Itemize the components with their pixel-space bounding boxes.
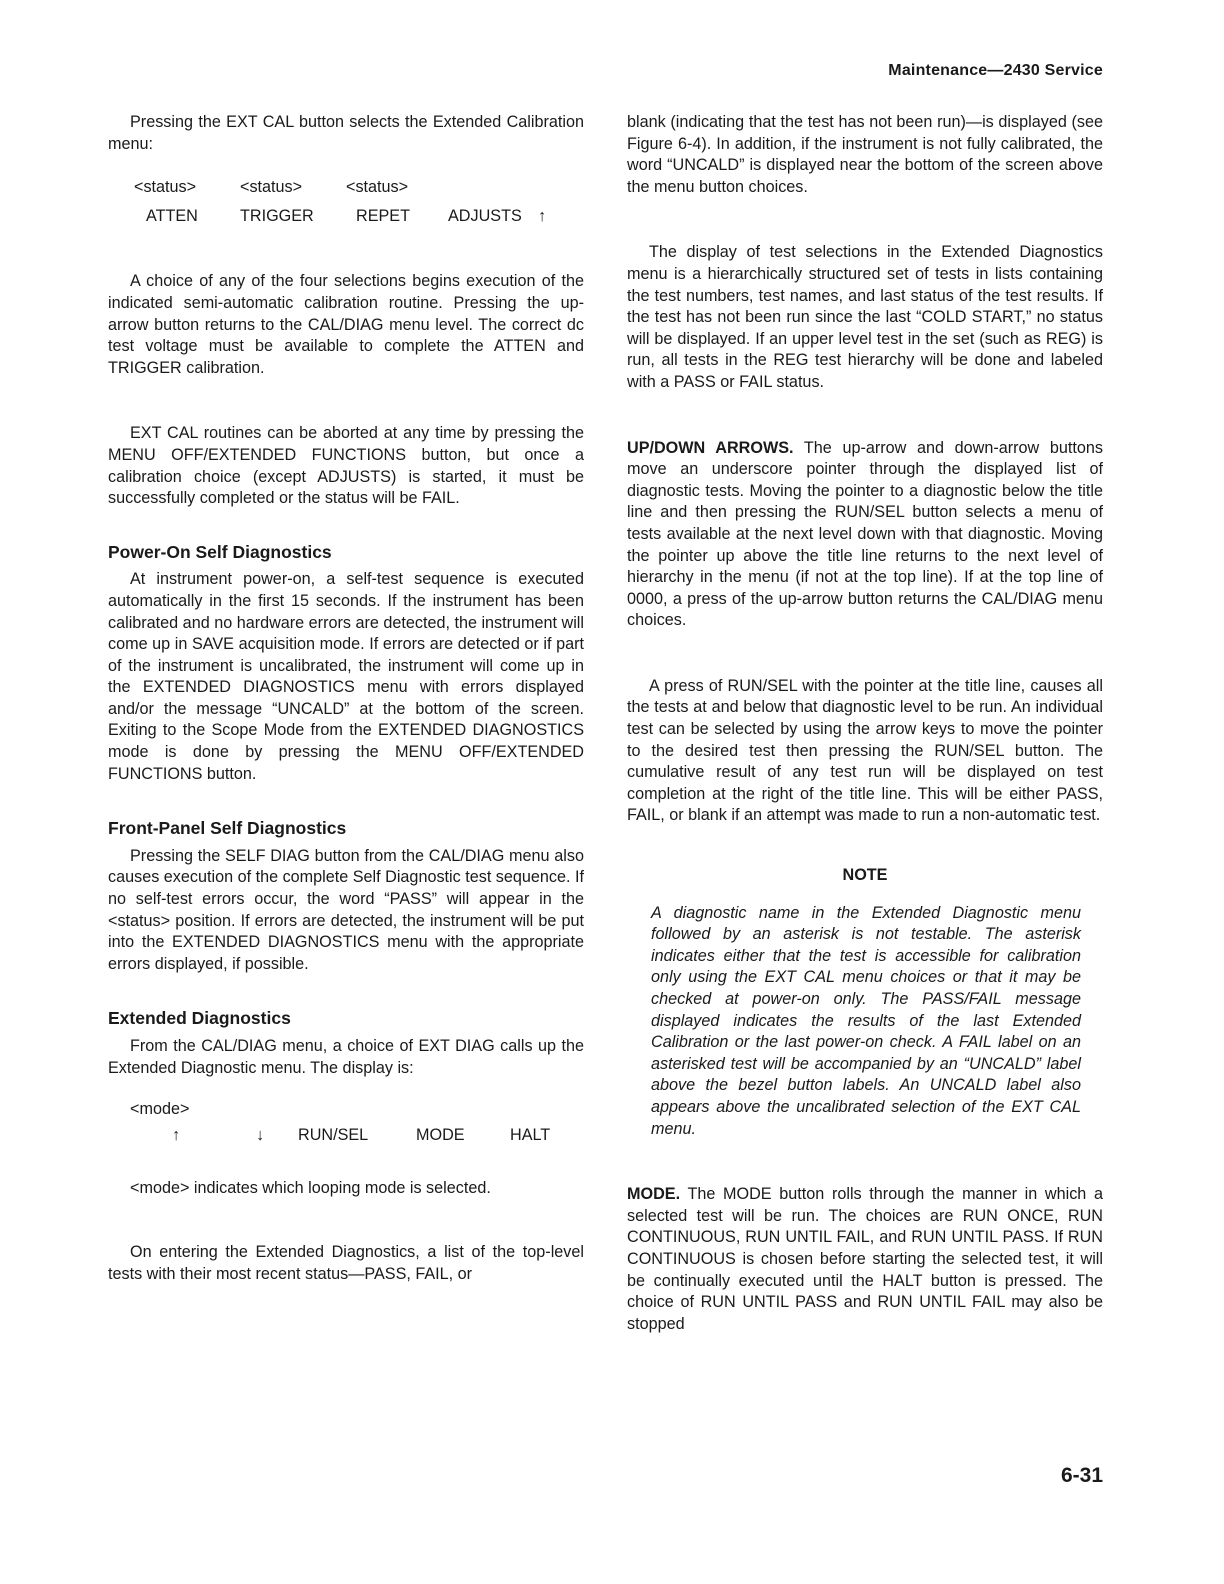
paragraph: Pressing the SELF DIAG button from the CAL/DIAG menu also causes execution of the complete Self Diagnostic test sequence. If no self-test errors occur, the word “PASS” will appear in the <status> position. If errors are detected, the instrument will be put into the EXTENDED DIAGNOSTICS menu with the appropriate errors displayed, if possible. [108,846,585,973]
menu-label-halt: HALT [510,1125,551,1144]
down-arrow-icon: ↓ [256,1125,265,1144]
paragraph: A choice of any of the four selections begins execution of the indicated semi-automatic calibration routine. Pressing the up-arrow button returns to the CAL/DIAG menu level. The correct dc test voltage must be available to complete the ATTEN and TRIGGER calibration. [108,272,584,377]
run-in-heading: UP/DOWN ARROWS. [627,438,794,457]
status-field: <status> [134,178,197,197]
paragraph: EXT CAL routines can be aborted at any time by pressing the MENU OFF/EXTENDED FUNCTIONS button, but once a calibration choice (except ADJUSTS) is started, it must be successfully completed or the status will be FAIL. [108,424,584,508]
running-header: Maintenance—2430 Service [888,62,1103,79]
paragraph: A press of RUN/SEL with the pointer at the title line, causes all the tests at and below that diagnostic level to be run. An individual test can be selected by using the arrow keys to move the pointer to the desired test then pressing the RUN/SEL button. The cumulative result of any test run will be displayed on test completion at the right of the title line. This will be either PASS, FAIL, or blank if an attempt was made to run a non-automatic test. [627,676,1103,825]
right-column [627,112,1103,1335]
note-body: A diagnostic name in the Extended Diagnostic menu followed by an asterisk is not testable. The asterisk indicates either that the test is accessible for calibration only using the EXT CAL menu choices or that it may be checked at power-on only. The PASS/FAIL message displayed indicates the results of the last Extended Calibration or the last power-on check. A FAIL label on an asterisked test will be accompanied by an “UNCALD” label above the bezel button labels. An UNCALD label also appears above the uncalibrated selection of the EXT CAL menu. [651,903,1081,1138]
left-column [108,112,584,1285]
up-arrow-icon: ↑ [172,1125,181,1144]
paragraph: From the CAL/DIAG menu, a choice of EXT DIAG calls up the Extended Diagnostic menu. The display is: [108,1037,584,1077]
paragraph: Pressing the EXT CAL button selects the Extended Calibration menu: [108,113,584,153]
note-block [627,865,1103,1140]
menu-label-repet: REPET [356,206,410,225]
section-heading: Front-Panel Self Diagnostics [108,818,347,839]
paragraph-text: The MODE button rolls through the manner in which a selected test will be run. The choices are RUN ONCE, RUN CONTINUOUS, RUN UNTIL FAIL, and RUN UNTIL PASS. If RUN CONTINUOUS is chosen before starting the selected test, it will be continually executed until the HALT button is pressed. The choice of RUN UNTIL PASS and RUN UNTIL FAIL may also be stopped [627,1185,1103,1333]
paragraph [627,438,1103,632]
menu-label-mode: MODE [416,1125,465,1144]
ext-cal-status-row [134,177,584,199]
run-in-heading: MODE. [627,1185,681,1204]
ext-diag-button-row [130,1125,584,1147]
status-field: <status> [240,178,303,197]
up-arrow-icon: ↑ [538,206,547,225]
menu-label-adjusts: ADJUSTS [448,206,522,225]
ext-diag-mode-row [130,1099,584,1121]
mode-field: <mode> [130,1100,190,1119]
menu-label-run-sel: RUN/SEL [298,1125,369,1144]
menu-label-atten: ATTEN [146,206,198,225]
section-heading: Extended Diagnostics [108,1008,291,1029]
page-number: 6-31 [1060,1464,1103,1487]
paragraph [627,1184,1103,1335]
paragraph: On entering the Extended Diagnostics, a list of the top-level tests with their most recent status—PASS, FAIL, or [108,1242,584,1283]
menu-label-trigger: TRIGGER [240,206,314,225]
paragraph: blank (indicating that the test has not been run)—is displayed (see Figure 6-4). In addition, if the instrument is not fully calibrated, the word “UNCALD” is displayed near the bottom of the screen above the menu button choices. [627,113,1103,196]
paragraph: At instrument power-on, a self-test sequence is executed automatically in the first 15 seconds. If the instrument has been calibrated and no hardware errors are detected, the instrument will come up in SAVE acquisition mode. If errors are detected or if part of the instrument is uncalibrated, the instrument will come up in the EXTENDED DIAGNOSTICS menu with errors displayed and/or the message “UNCALD” at the bottom of the screen. Exiting to the Scope Mode from the EXTENDED DIAGNOSTICS mode is done by pressing the MENU OFF/EXTENDED FUNCTIONS button. [108,570,584,783]
paragraph: The display of test selections in the Extended Diagnostics menu is a hierarchically structured set of tests in lists containing the test numbers, test names, and last status of the test results. If the test has not been run since the last “COLD START,” no status will be displayed. If an upper level test in the set (such as REG) is run, all tests in the REG test hierarchy will be done and labeled with a PASS or FAIL status. [627,243,1103,391]
status-field: <status> [346,178,409,197]
ext-cal-button-row [134,206,584,228]
ext-diag-menu-display [108,1099,584,1146]
note-title: NOTE [842,866,888,885]
ext-cal-menu-display [108,177,584,227]
section-heading: Power-On Self Diagnostics [108,541,332,562]
paragraph-text: The up-arrow and down-arrow buttons move an underscore pointer through the displayed list of diagnostic tests. Moving the pointer to a diagnostic below the title line and then pressing the RUN/SEL button selects a menu of tests available at the next level down with that diagnostic. Moving the pointer up above the title line returns to the next level of hierarchy in the menu (if not at the top line). If at the top line of 0000, a press of the up-arrow button returns the CAL/DIAG menu choices. [627,438,1103,630]
paragraph: <mode> indicates which looping mode is selected. [130,1179,491,1198]
